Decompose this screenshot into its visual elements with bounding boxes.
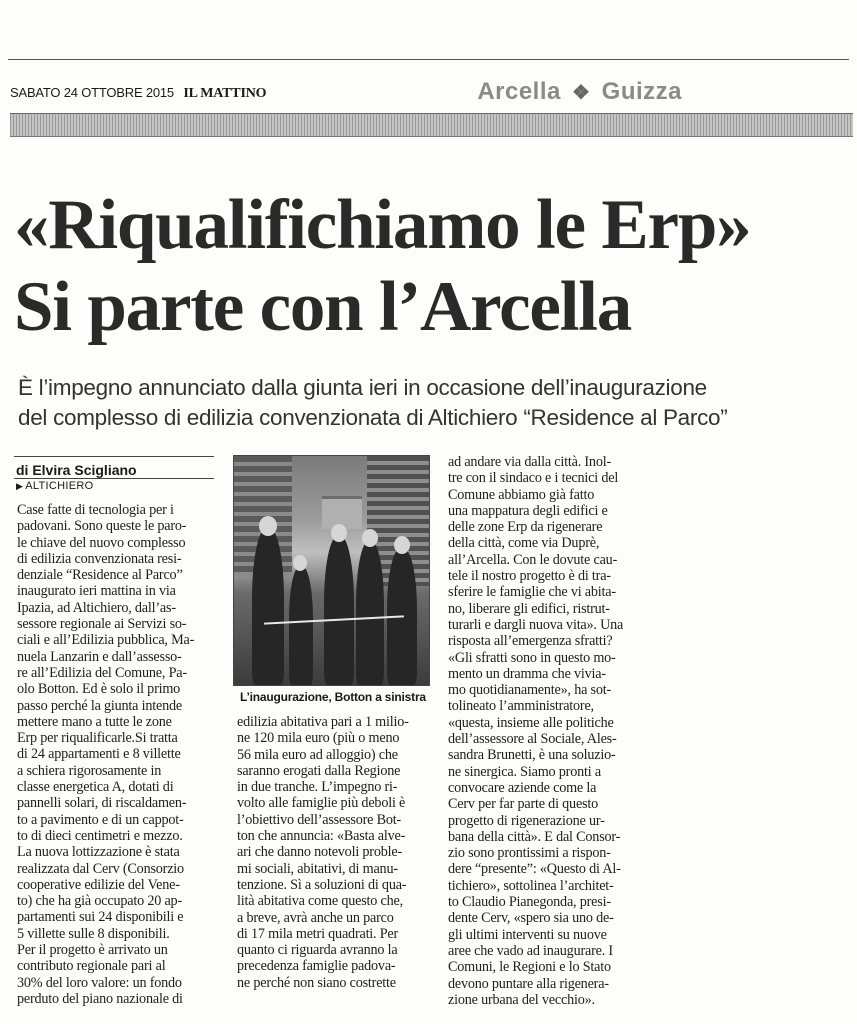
- text-line: sferire le famiglie che vi abita-: [448, 584, 616, 601]
- headline-line: «Riqualifichiamo le Erp»: [14, 186, 751, 264]
- text-line: inaugurato ieri mattina in via: [17, 583, 176, 600]
- text-line: delle zone Erp da rigenerare: [448, 519, 603, 536]
- text-line: ari che danno notevoli proble-: [237, 844, 402, 861]
- text-line: classe energetica A, dotati di: [17, 779, 174, 796]
- text-line: padovani. Sono queste le paro-: [17, 518, 187, 535]
- text-line: ad andare via dalla città. Inol-: [448, 454, 611, 470]
- text-line: all’Arcella. Con le dovute cau-: [448, 551, 618, 568]
- text-line: turarli e dargli nuova vita». Una: [448, 616, 624, 633]
- text-line: realizzata dal Cerv (Consorzio: [17, 860, 184, 877]
- byline-rule-top: [14, 456, 214, 457]
- dateline-marker-icon: ▶: [16, 481, 24, 491]
- text-line: to a pavimento e di un cappot-: [17, 811, 184, 828]
- byline-rule-bottom: [14, 478, 214, 479]
- text-line: re all’Edilizia del Comune, Pa-: [17, 664, 187, 681]
- text-line: convocare aziende come la: [448, 779, 597, 796]
- headline-line: Si parte con l’Arcella: [14, 268, 632, 346]
- text-line: 5 villette sulle 8 disponibili.: [17, 925, 170, 942]
- article-column-3: [448, 454, 653, 1008]
- text-line: precedenza famiglie padova-: [237, 958, 396, 975]
- text-line: denziale “Residence al Parco”: [17, 567, 183, 584]
- text-line: dere “presente”: «Questo di Al-: [448, 861, 621, 878]
- text-line: pannelli solari, di riscaldamen-: [17, 795, 187, 812]
- text-line: aree che vado ad inaugurare. I: [448, 942, 613, 959]
- photo-caption: L’inaugurazione, Botton a sinistra: [240, 690, 426, 704]
- text-line: Comuni, le Regioni e lo Stato: [448, 959, 611, 976]
- text-line: sessore regionale ai Servizi so-: [17, 616, 187, 633]
- newspaper-name: IL MATTINO: [183, 86, 267, 101]
- headline: [14, 184, 854, 348]
- text-line: partamenti sui 24 disponibili e: [17, 909, 184, 926]
- text-line: mi sociali, abitativi, di manu-: [237, 860, 398, 877]
- text-line: nuela Lanzarin e dall’assesso-: [17, 648, 182, 665]
- text-line: tolineato l’amministratore,: [448, 698, 594, 715]
- text-line: le chiave del nuovo complesso: [17, 534, 186, 551]
- photo-person: [252, 528, 284, 685]
- text-line: di 24 appartamenti e 8 villette: [17, 746, 181, 763]
- subheadline: [18, 373, 838, 433]
- dateline-text: ALTICHIERO: [25, 480, 94, 492]
- author-byline: di Elvira Scigliano: [16, 462, 137, 478]
- text-line: tele il nostro progetto è di tra-: [448, 568, 611, 585]
- photo-person: [356, 541, 384, 685]
- text-line: to) che ha già occupato 20 ap-: [17, 893, 182, 910]
- diamond-icon: ❖: [572, 82, 591, 104]
- text-line: Ipazia, ad Altichiero, dall’as-: [17, 599, 176, 616]
- text-line: mettere mano a tutte le zone: [17, 713, 172, 730]
- text-line: a schiera rigorosamente in: [17, 762, 162, 779]
- text-line: La nuova lottizzazione è stata: [17, 844, 180, 861]
- subhead-line: del complesso di edilizia convenzionata di Altichiero “Residence al Parco”: [18, 405, 728, 430]
- text-line: dente Cerv, «spero sia uno de-: [448, 910, 614, 927]
- text-line: della città, come via Duprè,: [448, 535, 600, 552]
- text-line: a breve, avrà anche un parco: [237, 909, 394, 926]
- photo-person-head: [331, 524, 347, 542]
- subhead-line: È l’impegno annunciato dalla giunta ieri in occasione dell’inaugurazione: [18, 375, 707, 400]
- text-line: ton che annuncia: «Basta alve-: [237, 828, 406, 845]
- article-column-1: [17, 502, 222, 1007]
- text-line: perduto del piano nazionale di: [17, 990, 183, 1007]
- text-line: saranno erogati dalla Regione: [237, 762, 401, 779]
- text-line: in due tranche. L’impegno ri-: [237, 779, 398, 796]
- text-line: devono puntare alla rigenera-: [448, 975, 609, 992]
- text-line: no, liberare gli edifici, ristrut-: [448, 600, 610, 617]
- text-line: gli ultimi interventi su nuove: [448, 926, 607, 943]
- section-title: [477, 78, 682, 106]
- text-line: progetto di rigenerazione ur-: [448, 812, 605, 829]
- text-line: di 17 mila metri quadrati. Per: [237, 925, 399, 942]
- text-line: zione urbana del vecchio».: [448, 991, 595, 1008]
- text-line: una mappatura degli edifici e: [448, 502, 608, 519]
- text-line: tichiero», sottolinea l’architet-: [448, 877, 614, 894]
- text-line: zio sono prontissimi a rispon-: [448, 845, 611, 862]
- text-line: to di dieci centimetri e mezzo.: [17, 827, 183, 844]
- text-line: tenzione. Sì a soluzioni di qua-: [237, 876, 407, 893]
- text-line: to Claudio Pianegonda, presi-: [448, 894, 611, 911]
- top-rule: [8, 59, 849, 60]
- text-line: mento un dramma che vivia-: [448, 665, 606, 682]
- text-line: ne perché non siano costrette: [237, 974, 396, 991]
- text-line: 30% del loro valore: un fondo: [17, 974, 182, 991]
- text-line: cooperative edilizie del Vene-: [17, 876, 180, 893]
- article-photo: [233, 455, 430, 686]
- text-line: contributo regionale pari al: [17, 958, 166, 975]
- text-line: risposta all’emergenza sfratti?: [448, 633, 613, 650]
- text-line: «Gli sfratti sono in questo mo-: [448, 649, 616, 666]
- photo-person-head: [362, 529, 378, 547]
- photo-person-head: [259, 516, 277, 536]
- text-line: volto alle famiglie più deboli è: [237, 795, 406, 812]
- text-line: mo quotidianamente», ha sot-: [448, 682, 612, 699]
- text-line: sandra Brunetti, è una soluzio-: [448, 747, 616, 764]
- article-column-2: [237, 714, 437, 991]
- text-line: tre con il sindaco e i tecnici del: [448, 470, 619, 487]
- text-line: Comune abbiamo già fatto: [448, 486, 595, 503]
- text-line: Per il progetto è arrivato un: [17, 942, 168, 959]
- text-line: ciali e all’Edilizia pubblica, Ma-: [17, 632, 195, 649]
- text-line: l’obiettivo dell’assessore Bot-: [237, 811, 402, 828]
- text-line: Cerv per far parte di questo: [448, 796, 599, 813]
- text-line: edilizia abitativa pari a 1 milio-: [237, 714, 409, 730]
- text-line: bana della città». E dal Consor-: [448, 828, 621, 845]
- page-header: [10, 85, 266, 102]
- photo-person: [324, 536, 354, 685]
- text-line: Case fatte di tecnologia per i: [17, 502, 174, 518]
- text-line: quanto ci riguarda avranno la: [237, 942, 398, 959]
- text-line: 56 mila euro ad alloggio) che: [237, 746, 398, 763]
- photo-person: [289, 566, 313, 685]
- text-line: passo perché la giunta intende: [17, 697, 182, 714]
- text-line: di edilizia convenzionata resi-: [17, 550, 182, 567]
- photo-person-head: [293, 555, 307, 571]
- issue-date: SABATO 24 OTTOBRE 2015: [10, 85, 174, 100]
- section-left: Arcella: [477, 78, 561, 105]
- text-line: ne sinergica. Siamo pronti a: [448, 763, 601, 780]
- text-line: «questa, insieme alle politiche: [448, 714, 614, 731]
- section-banner: [10, 113, 853, 137]
- text-line: lità abitativa come questo che,: [237, 893, 403, 910]
- text-line: ne 120 mila euro (più o meno: [237, 730, 400, 747]
- text-line: olo Botton. Ed è solo il primo: [17, 681, 181, 698]
- text-line: Erp per riqualificarle.Si tratta: [17, 730, 178, 747]
- dateline: [16, 480, 93, 492]
- photo-person-head: [394, 536, 410, 554]
- section-right: Guizza: [601, 78, 682, 105]
- text-line: dell’assessore al Sociale, Ales-: [448, 731, 617, 748]
